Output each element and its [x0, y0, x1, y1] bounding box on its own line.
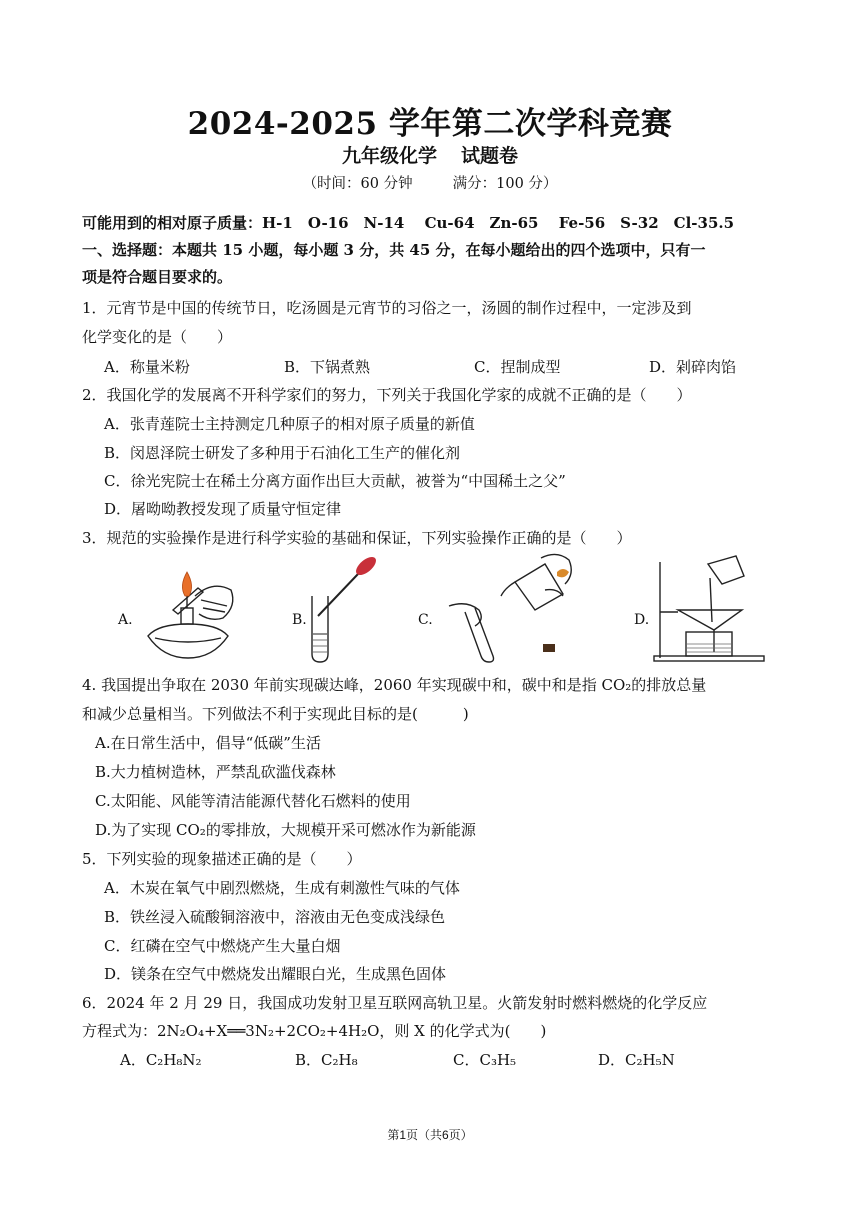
q5-stem: 5．下列实验的现象描述正确的是（ ）: [82, 850, 362, 868]
q5-option-d[interactable]: D．镁条在空气中燃烧发出耀眼白光，生成黑色固体: [104, 965, 447, 983]
q1-option-d[interactable]: D．剁碎肉馅: [649, 358, 737, 376]
q2-stem: 2．我国化学的发展离不开科学家们的努力，下列关于我国化学家的成就不正确的是（ ）: [82, 386, 692, 404]
full-score: 满分：100 分）: [452, 176, 558, 192]
q5-option-a[interactable]: A．木炭在氧气中剧烈燃烧，生成有刺激性气味的气体: [104, 879, 460, 897]
q4-option-a[interactable]: A.在日常生活中，倡导“低碳”生活: [95, 734, 321, 752]
subject-label: 九年级化学: [341, 145, 437, 167]
dropper-test-tube-figure: [300, 556, 390, 666]
paper-label: 试题卷: [461, 145, 519, 167]
q1-option-c[interactable]: C．捏制成型: [474, 358, 561, 376]
q1-option-a[interactable]: A．称量米粉: [104, 358, 190, 376]
q1-stem-line2: 化学变化的是（ ）: [82, 328, 233, 346]
q4-stem-line2: 和减少总量相当。下列做法不利于实现此目标的是( ): [82, 705, 469, 723]
q2-option-b[interactable]: B．闵恩泽院士研发了多种用于石油化工生产的催化剂: [104, 444, 461, 462]
q4-option-d[interactable]: D.为了实现 CO₂的零排放，大规模开采可燃冰作为新能源: [95, 821, 476, 839]
q2-option-d[interactable]: D．屠呦呦教授发现了质量守恒定律: [104, 500, 342, 518]
q4-option-b[interactable]: B.大力植树造林，严禁乱砍滥伐森林: [95, 763, 336, 781]
section-heading-line1: 一、选择题：本题共 15 小题，每小题 3 分，共 45 分，在每小题给出的四个选项中，只有一: [82, 241, 706, 259]
section-heading-line2: 项是符合题目要求的。: [82, 268, 233, 286]
q6-option-a[interactable]: A．C₂H₈N₂: [120, 1051, 202, 1069]
q2-option-a[interactable]: A．张青莲院士主持测定几种原子的相对原子质量的新值: [104, 415, 475, 433]
atomic-masses: 可能用到的相对原子质量：H-1 O-16 N-14 Cu-64 Zn-65 Fe-56 S-32 Cl-35.5: [82, 214, 735, 232]
filtration-figure: [650, 552, 770, 664]
q1-option-b[interactable]: B．下锅煮熟: [284, 358, 371, 376]
q6-option-c[interactable]: C．C₃H₅: [453, 1051, 517, 1069]
exam-meta: [0, 172, 860, 193]
pouring-liquid-figure: [445, 548, 585, 666]
q5-option-c[interactable]: C．红磷在空气中燃烧产生大量白烟: [104, 937, 341, 955]
exam-title: 2024-2025 学年第二次学科竞赛: [187, 106, 673, 142]
q6-option-d[interactable]: D．C₂H₅N: [598, 1051, 675, 1069]
q3-label-b[interactable]: B.: [292, 612, 307, 628]
q1-stem-line1: 1．元宵节是中国的传统节日，吃汤圆是元宵节的习俗之一，汤圆的制作过程中，一定涉及到: [82, 299, 692, 317]
time-limit: （时间：60 分钟: [302, 176, 413, 192]
q6-stem-line1: 6．2024 年 2 月 29 日，我国成功发射卫星互联网高轨卫星。火箭发射时燃料燃烧的化学反应: [82, 994, 708, 1012]
q3-label-d[interactable]: D.: [634, 612, 650, 628]
q3-label-c[interactable]: C.: [418, 612, 433, 628]
exam-subtitle: [0, 141, 860, 168]
q3-label-a[interactable]: A.: [118, 612, 133, 628]
q4-stem-line1: 4. 我国提出争取在 2030 年前实现碳达峰，2060 年实现碳中和，碳中和是指 CO₂的排放总量: [82, 676, 707, 694]
alcohol-lamp-figure: [133, 566, 243, 662]
q4-option-c[interactable]: C.太阳能、风能等清洁能源代替化石燃料的使用: [95, 792, 411, 810]
q3-stem: 3．规范的实验操作是进行科学实验的基础和保证，下列实验操作正确的是（ ）: [82, 529, 632, 547]
q6-option-b[interactable]: B．C₂H₈: [295, 1051, 358, 1069]
page-number: 第1页（共6页）: [387, 1128, 473, 1142]
q2-option-c[interactable]: C．徐光宪院士在稀土分离方面作出巨大贡献，被誉为“中国稀土之父”: [104, 472, 566, 490]
q6-stem-line2: 方程式为：2N₂O₄+X══3N₂+2CO₂+4H₂O，则 X 的化学式为( ): [82, 1022, 547, 1040]
q5-option-b[interactable]: B．铁丝浸入硫酸铜溶液中，溶液由无色变成浅绿色: [104, 908, 446, 926]
